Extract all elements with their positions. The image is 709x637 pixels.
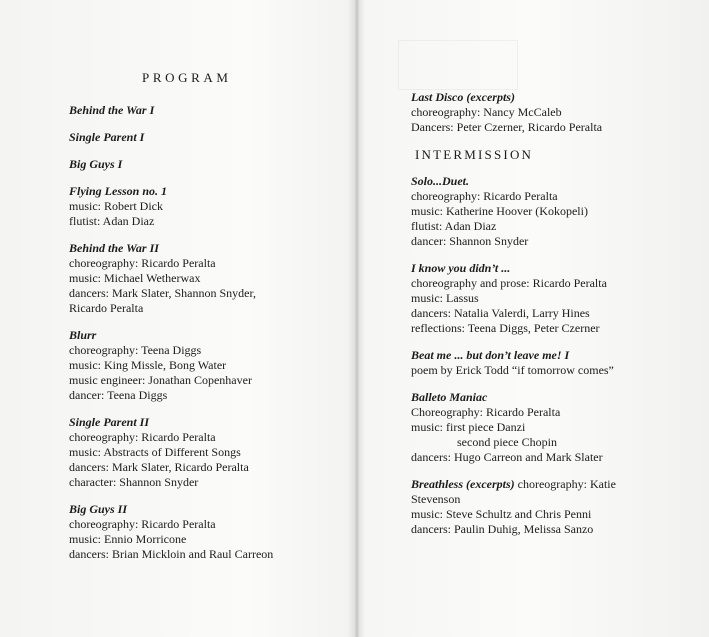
credit-line: Ricardo Peralta [69, 301, 144, 315]
piece-heading-line [411, 477, 696, 492]
piece-block [411, 348, 696, 378]
piece-block [69, 184, 349, 229]
credit-line: reflections: Teena Diggs, Peter Czerner [411, 321, 600, 335]
credit-line: music: King Missle, Bong Water [69, 358, 227, 372]
piece-balleto-maniac [411, 390, 696, 465]
credit-line: dancer: Shannon Snyder [411, 234, 529, 248]
right-page [411, 90, 696, 549]
program-heading: PROGRAM [142, 70, 232, 85]
piece-breathless [411, 477, 696, 537]
piece-last-disco [411, 90, 696, 135]
piece-block [69, 328, 349, 403]
right-piece-list [411, 174, 696, 378]
piece-block [69, 157, 349, 172]
credit-line: choreography: Nancy McCaleb [411, 105, 562, 119]
credit-line: choreography: Ricardo Peralta [69, 256, 216, 270]
piece-block [411, 174, 696, 249]
credit-line: music: Katherine Hoover (Kokopeli) [411, 204, 588, 218]
credit-line: choreography: Ricardo Peralta [411, 189, 558, 203]
piece-title: Solo...Duet. [411, 174, 470, 188]
credit-line: choreography: Ricardo Peralta [69, 517, 216, 531]
piece-title: Blurr [69, 328, 97, 342]
piece-title: Big Guys I [69, 157, 123, 171]
credit-line: poem by Erick Todd “if tomorrow comes” [411, 363, 614, 377]
credit-line: music: first piece Danzi [411, 420, 526, 434]
piece-block [69, 502, 349, 562]
credit-inline: choreography: Katie [514, 477, 616, 491]
credit-line: music: Lassus [411, 291, 479, 305]
credit-line: choreography: Teena Diggs [69, 343, 202, 357]
piece-title: Big Guys II [69, 502, 128, 516]
credit-line: music: Michael Wetherwax [69, 271, 201, 285]
piece-title: Behind the War I [69, 103, 155, 117]
left-page [69, 70, 349, 574]
credit-line: choreography: Ricardo Peralta [69, 430, 216, 444]
piece-title: Behind the War II [69, 241, 159, 255]
credit-line: Stevenson [411, 492, 461, 506]
credit-line: second piece Chopin [457, 435, 557, 449]
credit-line: music: Steve Schultz and Chris Penni [411, 507, 592, 521]
piece-block [69, 130, 349, 145]
piece-title: Flying Lesson no. 1 [69, 184, 168, 198]
piece-title: Last Disco (excerpts) [411, 90, 515, 104]
credit-line: dancers: Mark Slater, Ricardo Peralta [69, 460, 249, 474]
intermission-heading: INTERMISSION [415, 147, 534, 162]
credit-line: music: Robert Dick [69, 199, 163, 213]
credit-line: flutist: Adan Diaz [411, 219, 497, 233]
credit-line: flutist: Adan Diaz [69, 214, 155, 228]
center-fold [355, 0, 359, 637]
piece-title: Beat me ... but don’t leave me! I [411, 348, 570, 362]
credit-line: choreography and prose: Ricardo Peralta [411, 276, 607, 290]
piece-title: I know you didn’t ... [411, 261, 511, 275]
piece-block [69, 103, 349, 118]
left-piece-list [69, 103, 349, 562]
bleed-through-mark [398, 40, 518, 90]
credit-line: character: Shannon Snyder [69, 475, 199, 489]
credit-line: dancers: Paulin Duhig, Melissa Sanzo [411, 522, 594, 536]
credit-line: music engineer: Jonathan Copenhaver [69, 373, 252, 387]
credit-line: music: Ennio Morricone [69, 532, 187, 546]
piece-block [69, 415, 349, 490]
piece-title: Single Parent II [69, 415, 150, 429]
piece-block [69, 241, 349, 316]
piece-title: Balleto Maniac [411, 390, 488, 404]
credit-line: dancer: Teena Diggs [69, 388, 168, 402]
credit-line: dancers: Hugo Carreon and Mark Slater [411, 450, 603, 464]
credit-line: dancers: Mark Slater, Shannon Snyder, [69, 286, 256, 300]
credit-line: music: Abstracts of Different Songs [69, 445, 241, 459]
piece-block [411, 261, 696, 336]
credit-line: dancers: Brian Mickloin and Raul Carreon [69, 547, 274, 561]
credit-line: dancers: Natalia Valerdi, Larry Hines [411, 306, 590, 320]
credit-line: Dancers: Peter Czerner, Ricardo Peralta [411, 120, 603, 134]
credit-line: Choreography: Ricardo Peralta [411, 405, 561, 419]
piece-title: Single Parent I [69, 130, 145, 144]
piece-title: Breathless (excerpts) [411, 477, 515, 491]
